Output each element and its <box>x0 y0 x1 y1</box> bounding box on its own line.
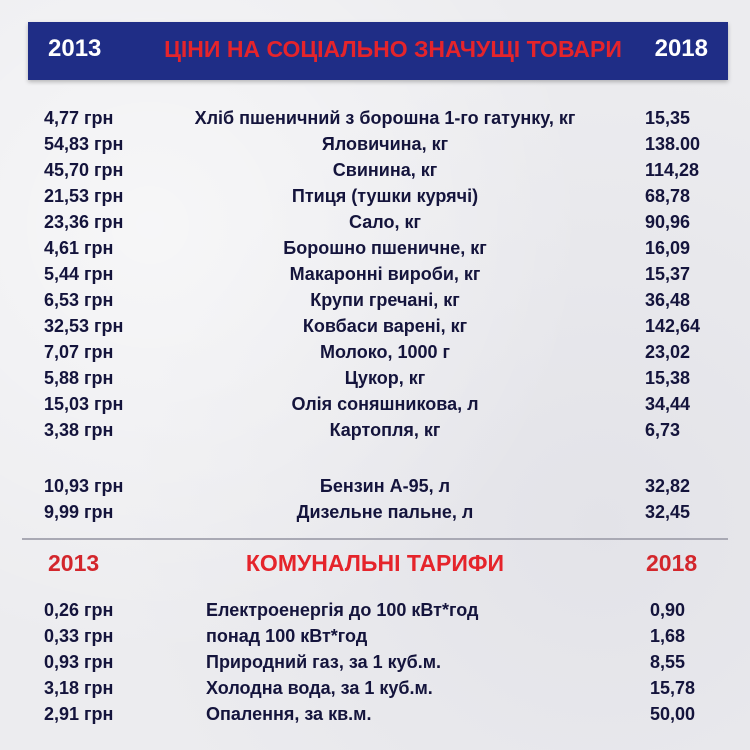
price-2018: 32,45 <box>645 502 691 522</box>
goods-row <box>0 264 750 290</box>
price-2013: 0,33 грн <box>44 626 114 646</box>
item-name: Олія соняшникова, л <box>291 394 479 414</box>
year-2018-label: 2018 <box>654 35 708 62</box>
price-2018: 50,00 <box>650 704 696 724</box>
price-2013: 4,61 грн <box>44 238 114 258</box>
price-2018: 8,55 <box>650 652 686 672</box>
price-2013: 5,44 грн <box>44 264 114 284</box>
price-2018: 6,73 <box>645 420 681 440</box>
goods-row <box>0 394 750 420</box>
goods-row <box>0 134 750 160</box>
price-2018: 36,48 <box>645 290 691 310</box>
price-2013: 3,38 грн <box>44 420 114 440</box>
price-2018: 114,28 <box>645 160 700 180</box>
price-2018: 32,82 <box>645 476 691 496</box>
item-name: Опалення, за кв.м. <box>206 704 372 724</box>
goods-row <box>0 108 750 134</box>
item-name: Ковбаси варені, кг <box>302 316 468 336</box>
item-name: понад 100 кВт*год <box>206 626 368 646</box>
item-name: Сало, кг <box>349 212 421 232</box>
goods-row <box>0 212 750 238</box>
goods-row <box>0 342 750 368</box>
price-2018: 15,37 <box>645 264 691 284</box>
price-2018: 142,64 <box>645 316 701 336</box>
title-banner <box>28 22 728 80</box>
item-name: Птиця (тушки курячі) <box>291 186 479 206</box>
price-2018: 15,78 <box>650 678 696 698</box>
price-2013: 4,77 грн <box>44 108 114 128</box>
item-name: Борошно пшеничне, кг <box>283 238 487 258</box>
utility-row <box>0 652 750 678</box>
utilities-header <box>0 550 750 580</box>
price-2018: 68,78 <box>645 186 691 206</box>
goods-row <box>0 238 750 264</box>
item-name: Хліб пшеничний з борошна 1-го гатунку, кг <box>194 108 576 128</box>
page-title: ЦІНИ НА СОЦІАЛЬНО ЗНАЧУЩІ ТОВАРИ <box>164 36 622 62</box>
price-2013: 21,53 грн <box>44 186 124 206</box>
item-name: Цукор, кг <box>344 368 426 388</box>
item-name: Картопля, кг <box>329 420 441 440</box>
utilities-title: КОМУНАЛЬНІ ТАРИФИ <box>245 550 505 576</box>
price-2018: 0,90 <box>650 600 686 620</box>
goods-row <box>0 476 750 502</box>
utility-row <box>0 704 750 730</box>
price-2013: 32,53 грн <box>44 316 124 336</box>
item-name: Природний газ, за 1 куб.м. <box>206 652 442 672</box>
utility-row <box>0 678 750 704</box>
price-2013: 6,53 грн <box>44 290 114 310</box>
item-name: Молоко, 1000 г <box>319 342 451 362</box>
goods-row <box>0 420 750 446</box>
utilities-year-2013-label: 2013 <box>48 550 100 576</box>
utility-row <box>0 600 750 626</box>
item-name: Яловичина, кг <box>321 134 449 154</box>
price-2013: 15,03 грн <box>44 394 124 414</box>
price-2018: 15,35 <box>645 108 691 128</box>
price-2013: 9,99 грн <box>44 502 114 522</box>
price-2013: 7,07 грн <box>44 342 114 362</box>
price-2018: 15,38 <box>645 368 691 388</box>
price-2013: 3,18 грн <box>44 678 114 698</box>
price-2013: 10,93 грн <box>44 476 124 496</box>
utilities-year-2018-label: 2018 <box>646 550 698 576</box>
goods-row <box>0 160 750 186</box>
price-2013: 2,91 грн <box>44 704 114 724</box>
goods-row <box>0 368 750 394</box>
price-2013: 5,88 грн <box>44 368 114 388</box>
goods-row <box>0 290 750 316</box>
price-2013: 45,70 грн <box>44 160 124 180</box>
goods-row <box>0 186 750 212</box>
price-2018: 23,02 <box>645 342 691 362</box>
price-2013: 23,36 грн <box>44 212 124 232</box>
item-name: Крупи гречані, кг <box>310 290 460 310</box>
item-name: Бензин А-95, л <box>319 476 451 496</box>
price-2018: 138.00 <box>645 134 701 154</box>
item-name: Холодна вода, за 1 куб.м. <box>206 678 433 698</box>
price-2018: 16,09 <box>645 238 691 258</box>
utility-row <box>0 626 750 652</box>
year-2013-label: 2013 <box>48 35 102 62</box>
item-name: Свинина, кг <box>332 160 438 180</box>
item-name: Дизельне пальне, л <box>296 502 474 522</box>
price-2018: 34,44 <box>645 394 691 414</box>
price-2018: 90,96 <box>645 212 691 232</box>
price-2013: 54,83 грн <box>44 134 124 154</box>
goods-row <box>0 502 750 528</box>
price-2013: 0,93 грн <box>44 652 114 672</box>
item-name: Електроенергія до 100 кВт*год <box>206 600 479 620</box>
price-2013: 0,26 грн <box>44 600 114 620</box>
goods-row <box>0 316 750 342</box>
price-2018: 1,68 <box>650 626 686 646</box>
section-divider <box>22 538 728 540</box>
item-name: Макаронні вироби, кг <box>289 264 481 284</box>
